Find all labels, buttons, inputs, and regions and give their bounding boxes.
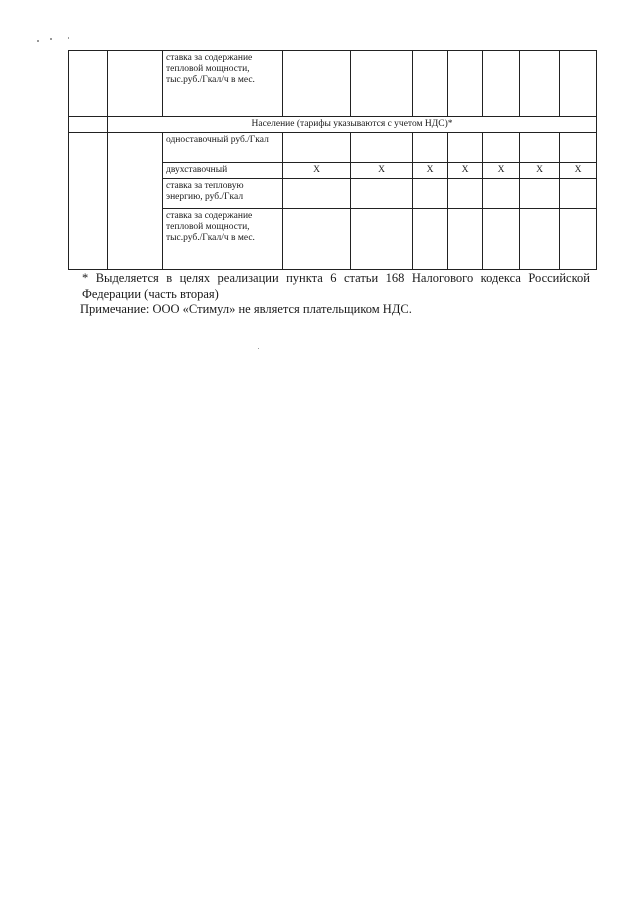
- table-cell: [108, 51, 163, 117]
- table-cell: [448, 209, 483, 270]
- table-cell: [413, 51, 448, 117]
- table-cell: [483, 179, 520, 209]
- table-cell: [413, 179, 448, 209]
- table-cell: [283, 179, 351, 209]
- scan-speck: [68, 37, 69, 39]
- table-cell-x-mark: Х: [483, 163, 520, 179]
- table-cell: [283, 133, 351, 163]
- table-cell-x-mark: Х: [560, 163, 597, 179]
- table-cell: [108, 133, 163, 270]
- table-row: [69, 133, 597, 163]
- table-row-section: [69, 117, 597, 133]
- row-label: ставка за содержание тепловой мощности, тыс.руб./Гкал/ч в мес.: [163, 209, 283, 270]
- table-cell: [283, 209, 351, 270]
- table-cell: [448, 51, 483, 117]
- table-cell: [351, 179, 413, 209]
- table-cell: [520, 179, 560, 209]
- table-cell: [560, 179, 597, 209]
- table-cell: [560, 51, 597, 117]
- notes-block: [82, 271, 590, 318]
- table-cell: [560, 133, 597, 163]
- tariff-table: [68, 50, 597, 270]
- table-cell: [351, 51, 413, 117]
- row-label-top-block: ставка за содержание тепловой мощности, тыс.руб./Гкал/ч в мес.: [163, 51, 283, 117]
- row-label: одноставочный руб./Гкал: [163, 133, 283, 163]
- footnote-line: * Выделяется в целях реализации пункта 6 статьи 168 Налогового кодекса Российской: [82, 271, 590, 285]
- table-cell: [69, 117, 108, 133]
- table-cell: [483, 133, 520, 163]
- table-cell-x-mark: Х: [448, 163, 483, 179]
- table-cell-x-mark: Х: [283, 163, 351, 179]
- table-cell-x-mark: Х: [413, 163, 448, 179]
- scan-speck: [37, 40, 39, 42]
- table-cell: [283, 51, 351, 117]
- table-cell: [483, 209, 520, 270]
- table-cell: [520, 133, 560, 163]
- table-cell: [413, 209, 448, 270]
- table-cell: [351, 133, 413, 163]
- table-cell: [448, 179, 483, 209]
- table-cell: [69, 51, 108, 117]
- table-cell-x-mark: Х: [351, 163, 413, 179]
- scan-speck: [50, 38, 52, 40]
- table-cell: [448, 133, 483, 163]
- remark-note: Примечание: ООО «Стимул» не является плательщиком НДС.: [80, 302, 412, 316]
- footnote-line-continued: Федерации (часть вторая): [82, 286, 219, 301]
- table-cell: [413, 133, 448, 163]
- table-cell: [520, 51, 560, 117]
- table-cell: [483, 51, 520, 117]
- scan-speck: [258, 348, 259, 349]
- table-cell: [560, 209, 597, 270]
- table-row-top-block: [69, 51, 597, 117]
- table-cell-x-mark: Х: [520, 163, 560, 179]
- section-title: Население (тарифы указываются с учетом НДС)*: [108, 117, 597, 133]
- row-label: ставка за тепловую энергию, руб./Гкал: [163, 179, 283, 209]
- table-cell: [351, 209, 413, 270]
- row-label: двухставочный: [163, 163, 283, 179]
- table-cell: [69, 133, 108, 270]
- table-cell: [520, 209, 560, 270]
